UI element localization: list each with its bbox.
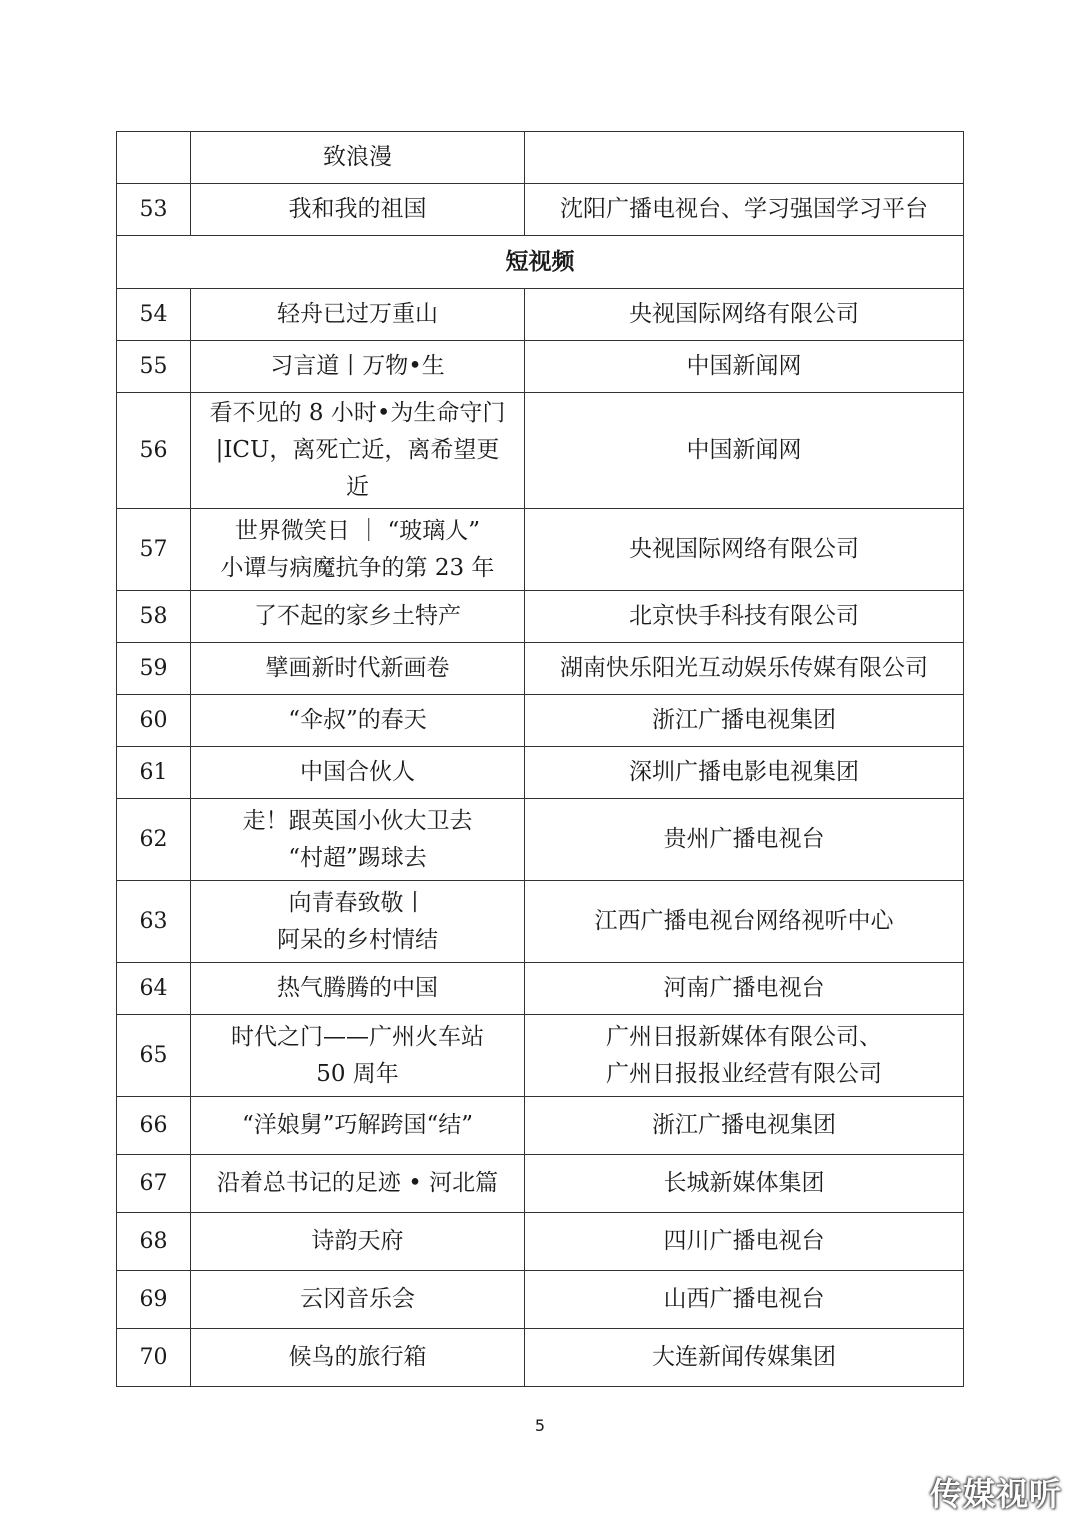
- organization-line: 深圳广播电影电视集团: [629, 759, 859, 785]
- table-row: [117, 341, 964, 393]
- organization: [525, 1213, 964, 1271]
- organization-line: 浙江广播电视集团: [652, 1112, 836, 1138]
- row-number: 58: [117, 591, 191, 643]
- work-title: [191, 184, 525, 236]
- row-number: 69: [117, 1271, 191, 1329]
- work-title-line: 时代之门——广州火车站: [231, 1023, 484, 1050]
- organization-line: 江西广播电视台网络视听中心: [594, 908, 894, 934]
- table-row: [117, 509, 964, 591]
- organization: [525, 799, 964, 881]
- work-title: [191, 881, 525, 963]
- row-number: 59: [117, 643, 191, 695]
- organization-line: 四川广播电视台: [663, 1228, 825, 1254]
- organization: [525, 184, 964, 236]
- table-row: [117, 643, 964, 695]
- organization: [525, 1329, 964, 1387]
- work-title-line: 近: [346, 474, 369, 500]
- row-number: 56: [117, 393, 191, 509]
- work-title: [191, 289, 525, 341]
- row-number: 55: [117, 341, 191, 393]
- row-number: [117, 132, 191, 184]
- work-title-line: “伞叔”的春天: [288, 707, 427, 733]
- organization-line: 北京快手科技有限公司: [629, 603, 859, 629]
- work-title-line: 我和我的祖国: [288, 196, 427, 222]
- work-title: [191, 393, 525, 509]
- work-title: [191, 1015, 525, 1097]
- work-title: [191, 1329, 525, 1387]
- row-number: 54: [117, 289, 191, 341]
- table-row: [117, 747, 964, 799]
- organization: [525, 881, 964, 963]
- row-number: 66: [117, 1097, 191, 1155]
- table-row: [117, 289, 964, 341]
- organization-line: 央视国际网络有限公司: [629, 536, 859, 562]
- organization: [525, 132, 964, 184]
- work-title-line: 候鸟的旅行箱: [288, 1344, 427, 1370]
- award-list-table: [116, 131, 964, 1387]
- organization: [525, 695, 964, 747]
- organization: [525, 643, 964, 695]
- work-title-line: 习言道丨万物•生: [270, 353, 445, 379]
- organization: [525, 289, 964, 341]
- work-title-line: “洋娘舅”巧解跨国“结”: [241, 1112, 474, 1138]
- work-title: [191, 695, 525, 747]
- organization: [525, 747, 964, 799]
- work-title: [191, 341, 525, 393]
- organization-line: 大连新闻传媒集团: [652, 1344, 836, 1370]
- work-title-line: 热气腾腾的中国: [277, 975, 438, 1001]
- organization: [525, 1271, 964, 1329]
- work-title-line: 走！跟英国小伙大卫去: [242, 807, 473, 834]
- work-title: [191, 591, 525, 643]
- table-row: [117, 695, 964, 747]
- organization: [525, 963, 964, 1015]
- table-row: [117, 132, 964, 184]
- organization: [525, 591, 964, 643]
- row-number: 65: [117, 1015, 191, 1097]
- organization: [525, 509, 964, 591]
- work-title-line: 世界微笑日 ｜ “玻璃人”: [234, 517, 481, 544]
- section-header: 短视频: [117, 236, 964, 289]
- organization-line: 河南广播电视台: [663, 975, 825, 1001]
- organization: [525, 1015, 964, 1097]
- table-row: [117, 1271, 964, 1329]
- work-title-line: 阿呆的乡村情结: [277, 926, 438, 953]
- table-row: [117, 1015, 964, 1097]
- organization: [525, 1097, 964, 1155]
- work-title: [191, 799, 525, 881]
- watermark-logo: 传媒视听: [929, 1475, 1062, 1513]
- work-title-line: 擘画新时代新画卷: [265, 655, 450, 681]
- work-title-line: “村超”踢球去: [288, 844, 427, 871]
- organization-line: 广州日报报业经营有限公司: [606, 1060, 882, 1087]
- table-body: [117, 132, 964, 1387]
- organization-line: 央视国际网络有限公司: [629, 301, 859, 327]
- table-row: [117, 184, 964, 236]
- row-number: 61: [117, 747, 191, 799]
- organization-line: 湖南快乐阳光互动娱乐传媒有限公司: [560, 655, 928, 681]
- table-row: [117, 881, 964, 963]
- work-title-line: 中国合伙人: [300, 759, 415, 785]
- table-row: [117, 963, 964, 1015]
- work-title-line: 了不起的家乡土特产: [254, 603, 461, 629]
- row-number: 68: [117, 1213, 191, 1271]
- table-row: [117, 1329, 964, 1387]
- work-title: [191, 509, 525, 591]
- work-title-line: 小谭与病魔抗争的第 23 年: [220, 554, 495, 581]
- table-row: [117, 1097, 964, 1155]
- work-title-line: 云冈音乐会: [300, 1286, 415, 1312]
- organization-line: 长城新媒体集团: [663, 1170, 825, 1196]
- organization: [525, 393, 964, 509]
- work-title: [191, 1213, 525, 1271]
- work-title-line: 50 周年: [316, 1060, 399, 1087]
- work-title: [191, 643, 525, 695]
- work-title: [191, 1271, 525, 1329]
- work-title-line: 轻舟已过万重山: [277, 301, 438, 327]
- work-title: [191, 1155, 525, 1213]
- row-number: 67: [117, 1155, 191, 1213]
- table-row: [117, 799, 964, 881]
- organization-line: 中国新闻网: [686, 353, 802, 379]
- row-number: 53: [117, 184, 191, 236]
- work-title: [191, 132, 525, 184]
- work-title-line: 沿着总书记的足迹 • 河北篇: [216, 1170, 499, 1196]
- work-title-line: |ICU，离死亡近，离希望更: [215, 437, 500, 463]
- row-number: 64: [117, 963, 191, 1015]
- work-title-line: 致浪漫: [323, 144, 392, 170]
- organization: [525, 1155, 964, 1213]
- page-number: 5: [534, 1416, 546, 1435]
- organization-line: 广州日报新媒体有限公司、: [606, 1023, 882, 1050]
- organization-line: 贵州广播电视台: [663, 826, 825, 852]
- row-number: 62: [117, 799, 191, 881]
- section-row: [117, 236, 964, 289]
- work-title-line: 向青春致敬丨: [288, 889, 427, 916]
- work-title: [191, 1097, 525, 1155]
- work-title-line: 看不见的 8 小时•为生命守门: [209, 400, 506, 426]
- organization-line: 沈阳广播电视台、学习强国学习平台: [560, 196, 928, 222]
- row-number: 70: [117, 1329, 191, 1387]
- organization-line: 中国新闻网: [686, 437, 802, 463]
- table-row: [117, 1155, 964, 1213]
- work-title: [191, 747, 525, 799]
- work-title-line: 诗韵天府: [311, 1228, 404, 1254]
- table-row: [117, 591, 964, 643]
- organization-line: 浙江广播电视集团: [652, 707, 836, 733]
- organization: [525, 341, 964, 393]
- table-row: [117, 1213, 964, 1271]
- table-row: [117, 393, 964, 509]
- row-number: 60: [117, 695, 191, 747]
- organization-line: 山西广播电视台: [663, 1286, 825, 1312]
- work-title: [191, 963, 525, 1015]
- row-number: 63: [117, 881, 191, 963]
- row-number: 57: [117, 509, 191, 591]
